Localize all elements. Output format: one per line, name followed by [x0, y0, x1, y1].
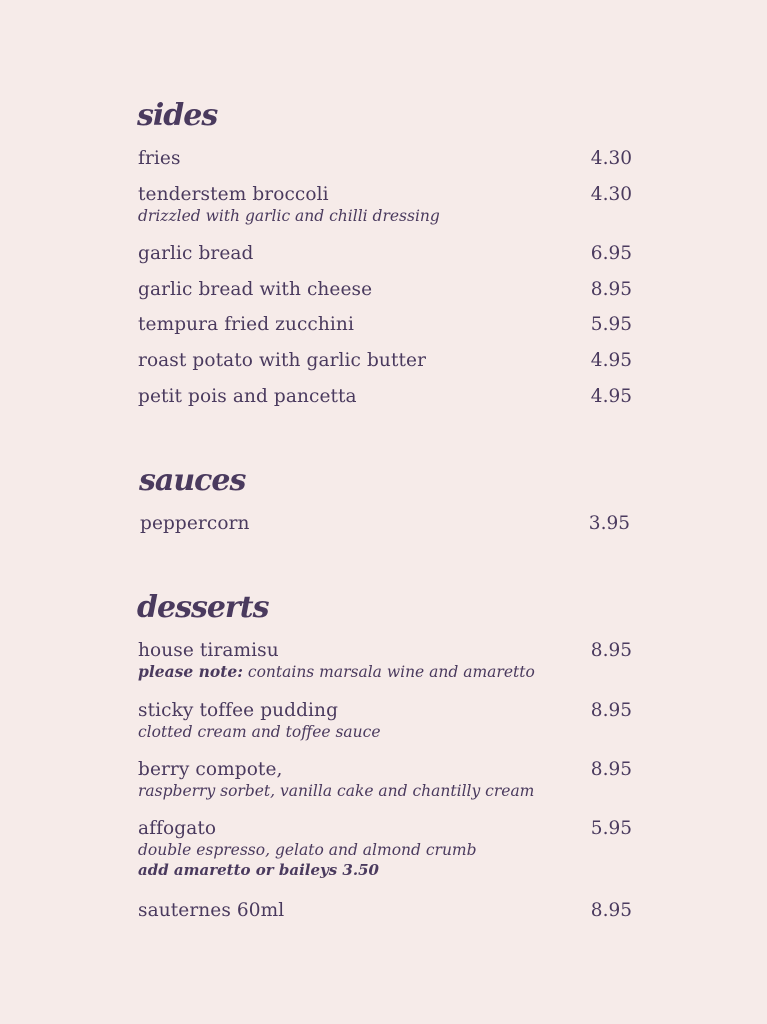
item-name: tenderstem broccoli [138, 184, 329, 205]
item-name: tempura fried zucchini [138, 314, 354, 335]
item-name: peppercorn [140, 513, 250, 534]
item-price: 4.30 [590, 184, 632, 205]
item-price: 8.95 [590, 759, 632, 780]
menu-item-roast-potato [138, 350, 632, 372]
item-price: 4.95 [590, 350, 632, 371]
item-description [138, 662, 632, 682]
item-name: garlic bread [138, 243, 254, 264]
item-extra-option: add amaretto or baileys 3.50 [138, 861, 379, 879]
item-price: 8.95 [590, 900, 632, 921]
section-title-desserts: desserts [137, 590, 269, 625]
menu-item-petit-pois [138, 386, 632, 408]
item-price: 8.95 [590, 700, 632, 721]
menu-item-garlic-bread [138, 243, 632, 265]
item-name: garlic bread with cheese [138, 279, 373, 300]
item-name: sauternes 60ml [138, 900, 285, 921]
item-price: 8.95 [590, 640, 632, 661]
item-name: house tiramisu [138, 640, 279, 661]
menu-item-berry-compote [138, 759, 632, 801]
item-description: drizzled with garlic and chilli dressing [138, 207, 440, 225]
item-name: fries [138, 148, 181, 169]
menu-item-tenderstem-broccoli [138, 184, 632, 226]
item-description: raspberry sorbet, vanilla cake and chantilly cream [138, 782, 535, 800]
item-price: 5.95 [590, 314, 632, 335]
section-title-sauces: sauces [139, 463, 246, 498]
item-name: roast potato with garlic butter [138, 350, 427, 371]
item-name: petit pois and pancetta [138, 386, 357, 407]
item-price: 6.95 [590, 243, 632, 264]
item-description: double espresso, gelato and almond crumb [138, 841, 477, 859]
note-text: contains marsala wine and amaretto [242, 663, 535, 681]
menu-item-sauternes [138, 900, 632, 922]
menu-item-tempura-zucchini [138, 314, 632, 336]
item-price: 4.30 [590, 148, 632, 169]
section-title-sides: sides [137, 98, 218, 133]
menu-item-peppercorn [140, 513, 630, 535]
menu-item-sticky-toffee-pudding [138, 700, 632, 742]
item-description: clotted cream and toffee sauce [138, 723, 381, 741]
note-label: please note: [138, 662, 243, 681]
item-name: berry compote, [138, 759, 283, 780]
item-name: affogato [138, 818, 217, 839]
menu-item-fries [138, 148, 632, 170]
menu-item-house-tiramisu [138, 640, 632, 682]
item-name: sticky toffee pudding [138, 700, 339, 721]
item-price: 4.95 [590, 386, 632, 407]
item-price: 8.95 [590, 279, 632, 300]
item-price: 5.95 [590, 818, 632, 839]
menu-item-affogato [138, 818, 632, 880]
menu-item-garlic-bread-cheese [138, 279, 632, 301]
item-price: 3.95 [588, 513, 630, 534]
